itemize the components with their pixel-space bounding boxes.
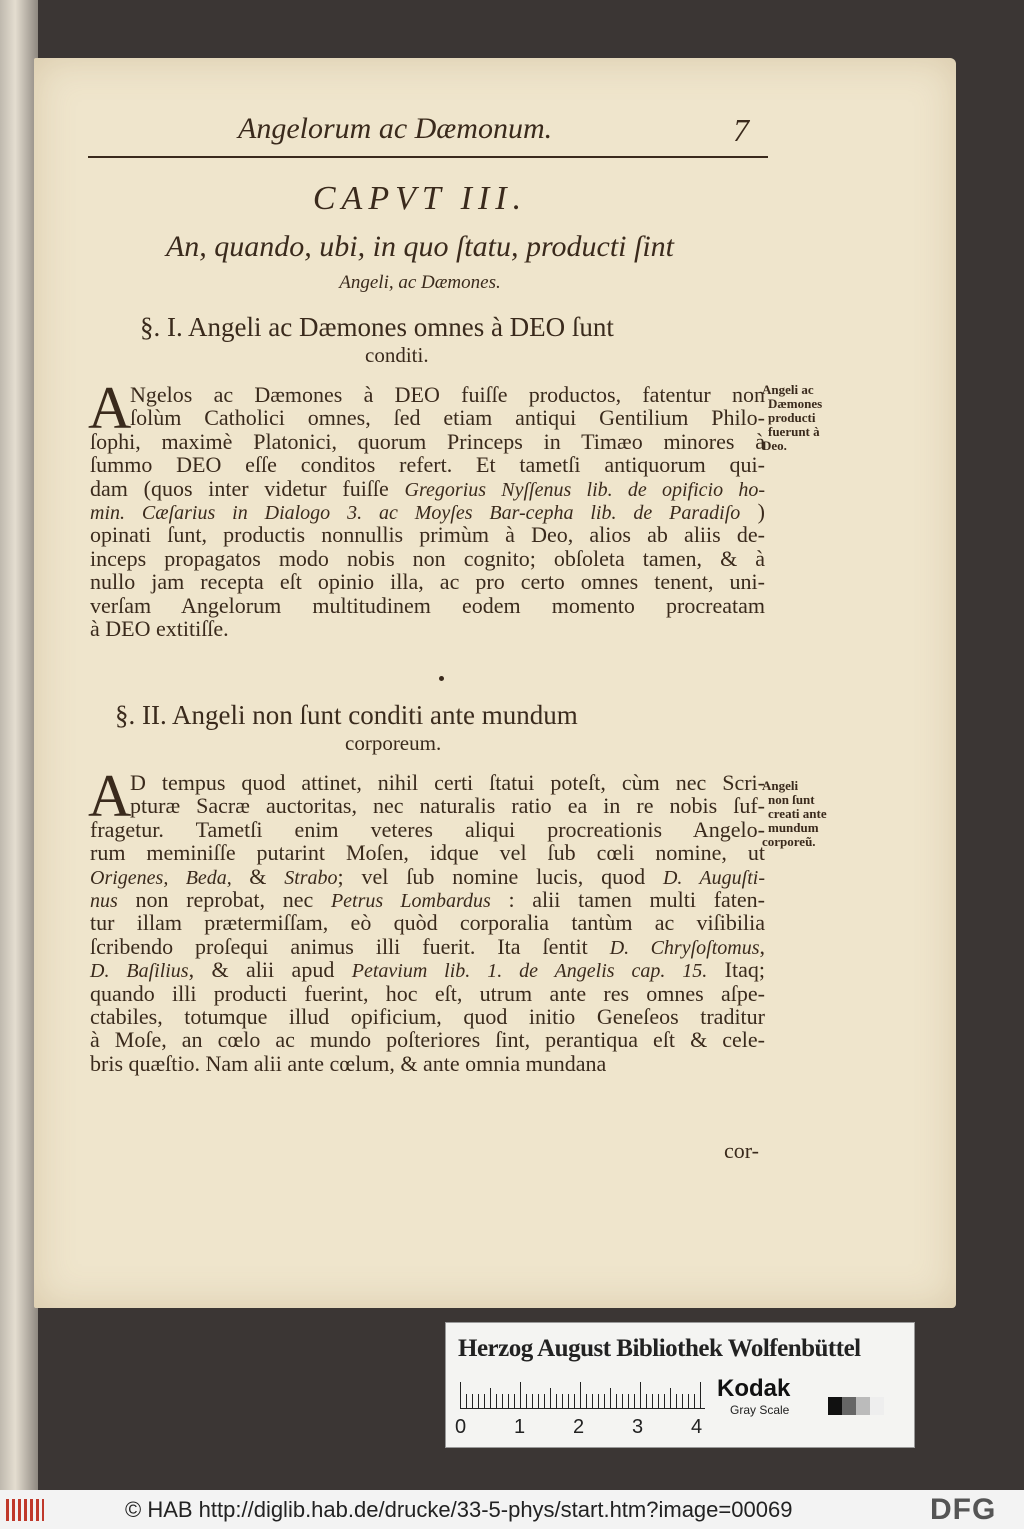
- gray-swatch: [828, 1397, 842, 1415]
- hab-logo-icon: [6, 1499, 44, 1521]
- ruler-tick: [634, 1394, 635, 1408]
- ruler-tick: [568, 1394, 569, 1408]
- margin-note-line: Dæmones: [768, 396, 823, 411]
- text-line: [90, 617, 765, 640]
- text-line: [130, 771, 765, 794]
- text-span: ctabiles, totumque illud opificium, quod initio Geneſeos traditur: [90, 1004, 765, 1029]
- text-line: [90, 911, 765, 934]
- text-span: tur illam prætermiſſam, eò quòd corporalia tantùm ac viſibilia: [90, 910, 765, 936]
- ruler-tick: [538, 1394, 539, 1408]
- previous-page-edge: [0, 0, 38, 1490]
- ruler-tick: [628, 1394, 629, 1408]
- text-line: [90, 570, 765, 593]
- institution-name: Herzog August Bibliothek Wolfenbüttel: [458, 1335, 861, 1362]
- header-rule: [88, 156, 768, 158]
- text-line: [90, 477, 765, 502]
- text-span: D tempus quod attinet, nihil certi ſtatui poteſt, cùm nec Scri-: [130, 770, 765, 795]
- scale-number: 4: [691, 1416, 703, 1438]
- text-line: [90, 1052, 765, 1075]
- text-span: inceps propagatos modo nobis non cognito; obſoleta tamen, & à: [90, 545, 765, 571]
- ruler-tick: [616, 1394, 617, 1408]
- ruler-tick: [532, 1394, 533, 1408]
- ruler-tick: [676, 1394, 677, 1408]
- ruler-tick: [562, 1394, 563, 1408]
- text-span: à Moſe, an cœlo ac mundo poſteriores ſint, perantiqua eſt & cele-: [90, 1027, 765, 1053]
- ruler-tick: [658, 1394, 659, 1408]
- gray-swatch: [842, 1397, 856, 1415]
- text-span: pturæ Sacræ auctoritas, nec naturalis ratio ea in re nobis ſuf-: [130, 793, 765, 819]
- scale-number: 3: [632, 1416, 644, 1438]
- margin-note-line: mundum: [768, 820, 819, 835]
- margin-note-line: fuerunt à: [768, 424, 820, 439]
- drop-cap: A: [88, 763, 132, 829]
- ruler-tick: [490, 1388, 491, 1408]
- ruler-tick: [604, 1394, 605, 1408]
- ruler-tick: [520, 1382, 521, 1408]
- section2-heading-cont: corporeum.: [345, 731, 442, 755]
- text-span: à DEO extitiſſe.: [90, 616, 229, 641]
- text-span: opinati ſunt, productis nonnullis primùm à Deo, alios ab aliis de-: [90, 522, 765, 548]
- italic-citation: Petrus Lombardus: [330, 890, 491, 912]
- margin-note-line: corporeũ.: [762, 834, 816, 849]
- text-line: [90, 523, 765, 546]
- scale-number: 2: [573, 1416, 585, 1438]
- margin-note-line: creati ante: [768, 806, 827, 821]
- text-line: [90, 547, 765, 570]
- text-span: bris quæſtio. Nam alii ante cœlum, & ante omnia mundana: [90, 1050, 607, 1076]
- gray-scale-label: Gray Scale: [730, 1403, 790, 1417]
- text-span: ſophi, maximè Platonici, quorum Princeps in Timæo minores à: [90, 428, 765, 454]
- text-line: [90, 594, 765, 617]
- text-span: ,: [759, 933, 765, 959]
- section2-heading: §. II. Angeli non ſunt conditi ante mundum: [115, 700, 578, 730]
- scale-ruler: [460, 1378, 705, 1409]
- ruler-tick: [700, 1382, 701, 1408]
- text-span: , & alii apud: [188, 957, 352, 983]
- text-line: [90, 430, 765, 453]
- chapter-question-sub: Angeli, ac Dæmones.: [339, 272, 501, 293]
- gray-swatch: [870, 1397, 884, 1415]
- ruler-tick: [544, 1394, 545, 1408]
- text-line: [90, 818, 765, 841]
- text-span: : alii tamen multi faten-: [490, 887, 766, 912]
- ruler-tick: [646, 1394, 647, 1408]
- margin-note-line: Deo.: [762, 438, 787, 453]
- text-span: ): [740, 499, 765, 524]
- ruler-tick: [622, 1394, 623, 1408]
- chapter-title: CAPVT III.: [312, 180, 528, 217]
- ruler-tick: [478, 1394, 479, 1408]
- text-span: ; vel ſub nomine lucis, quod: [337, 863, 663, 889]
- ruler-tick: [550, 1388, 551, 1408]
- drop-cap: A: [88, 375, 132, 441]
- text-line: [90, 935, 765, 960]
- ruler-tick: [688, 1394, 689, 1408]
- text-span: quando illi producti fuerint, hoc eſt, utrum ante res omnes aſpe-: [90, 980, 765, 1006]
- italic-citation: nus: [90, 890, 118, 912]
- text-span: ſolùm Catholici omnes, ſed etiam antiqui Gentilium Philo-: [130, 405, 765, 431]
- text-line: [130, 383, 765, 406]
- text-span: non reprobat, nec: [117, 887, 331, 912]
- ruler-tick: [664, 1394, 665, 1408]
- italic-citation: Petavium lib. 1. de Angelis cap. 15.: [351, 960, 708, 983]
- ruler-tick: [586, 1394, 587, 1408]
- margin-note-line: non ſunt: [768, 792, 815, 807]
- page-number: 7: [733, 112, 749, 148]
- text-span: ſcribendo proſequi animus illi fuerit. Ita ſentit: [90, 933, 610, 959]
- ruler-tick: [580, 1382, 581, 1408]
- scale-number: 1: [514, 1416, 526, 1438]
- text-line: [130, 794, 765, 817]
- ruler-tick: [460, 1382, 461, 1408]
- ruler-tick: [574, 1394, 575, 1408]
- text-span: dam (quos inter videtur fuiſſe: [90, 475, 405, 501]
- margin-note-line: Angeli ac: [762, 382, 814, 397]
- ruler-tick: [496, 1394, 497, 1408]
- text-line: [90, 1028, 765, 1051]
- text-line: [90, 453, 765, 476]
- ruler-tick: [466, 1394, 467, 1408]
- text-span: &: [249, 863, 285, 889]
- ruler-tick: [682, 1394, 683, 1408]
- ruler-tick: [484, 1394, 485, 1408]
- text-line: [90, 865, 765, 890]
- scale-number: 0: [455, 1416, 467, 1438]
- text-span: ſummo DEO eſſe conditos refert. Et tametſi antiquorum qui-: [90, 452, 765, 478]
- margin-note-line: producti: [768, 410, 816, 425]
- text-line: [90, 958, 765, 983]
- ruler-tick: [640, 1382, 641, 1408]
- text-line: [90, 1005, 765, 1028]
- italic-citation: D. Baſilius: [90, 960, 189, 983]
- margin-note-line: Angeli: [762, 778, 799, 793]
- text-line: [130, 406, 765, 429]
- ruler-tick: [514, 1394, 515, 1408]
- ruler-tick: [472, 1394, 473, 1408]
- italic-citation: D. Chryſoſtomus: [609, 936, 760, 959]
- ruler-tick: [502, 1394, 503, 1408]
- section1-heading-cont: conditi.: [365, 343, 429, 367]
- footer-copyright-url[interactable]: © HAB http://diglib.hab.de/drucke/33-5-phys/start.htm?image=00069: [125, 1497, 793, 1522]
- italic-citation: min. Cæſarius in Dialogo 3. ac Moyſes Bar-cepha lib. de Paradiſo: [90, 502, 741, 524]
- ruler-tick: [652, 1394, 653, 1408]
- ruler-tick: [508, 1394, 509, 1408]
- text-span: fragetur. Tametſi enim veteres aliqui procreationis Angelo-: [90, 816, 765, 842]
- ruler-tick: [694, 1394, 695, 1408]
- text-line: [90, 982, 765, 1005]
- text-span: verſam Angelorum multitudinem eodem momento procreatam: [90, 592, 765, 618]
- ruler-tick: [670, 1388, 671, 1408]
- ink-spot: [439, 676, 444, 681]
- kodak-brand: Kodak: [717, 1375, 791, 1402]
- text-span: Ngelos ac Dæmones à DEO fuiſſe productos, fatentur non: [130, 382, 765, 407]
- ruler-tick: [526, 1394, 527, 1408]
- text-line: [90, 500, 765, 525]
- text-span: Itaq;: [707, 957, 765, 983]
- catchword: cor-: [724, 1138, 759, 1163]
- text-line: [90, 888, 765, 913]
- ruler-tick: [556, 1394, 557, 1408]
- dfg-logo: DFG: [930, 1493, 997, 1526]
- gray-swatch: [856, 1397, 870, 1415]
- section1-heading: §. I. Angeli ac Dæmones omnes à DEO ſunt: [140, 312, 614, 342]
- ruler-tick: [610, 1388, 611, 1408]
- running-head: Angelorum ac Dæmonum.: [238, 112, 553, 145]
- text-line: [90, 841, 765, 864]
- italic-citation: Strabo: [284, 866, 338, 889]
- text-span: nullo jam recepta eſt opinio illa, ac pro certo omnes tenent, uni-: [90, 569, 765, 595]
- chapter-question: An, quando, ubi, in quo ſtatu, producti ſint: [165, 230, 675, 263]
- ruler-tick: [598, 1394, 599, 1408]
- italic-citation: D. Auguſti-: [662, 866, 765, 889]
- italic-citation: Gregorius Nyſſenus lib. de opificio ho-: [404, 478, 765, 501]
- ruler-tick: [592, 1394, 593, 1408]
- text-span: rum meminiſſe putarint Moſen, idque vel ſub cœli nomine, ut: [90, 840, 765, 866]
- italic-citation: Origenes, Beda,: [90, 866, 250, 889]
